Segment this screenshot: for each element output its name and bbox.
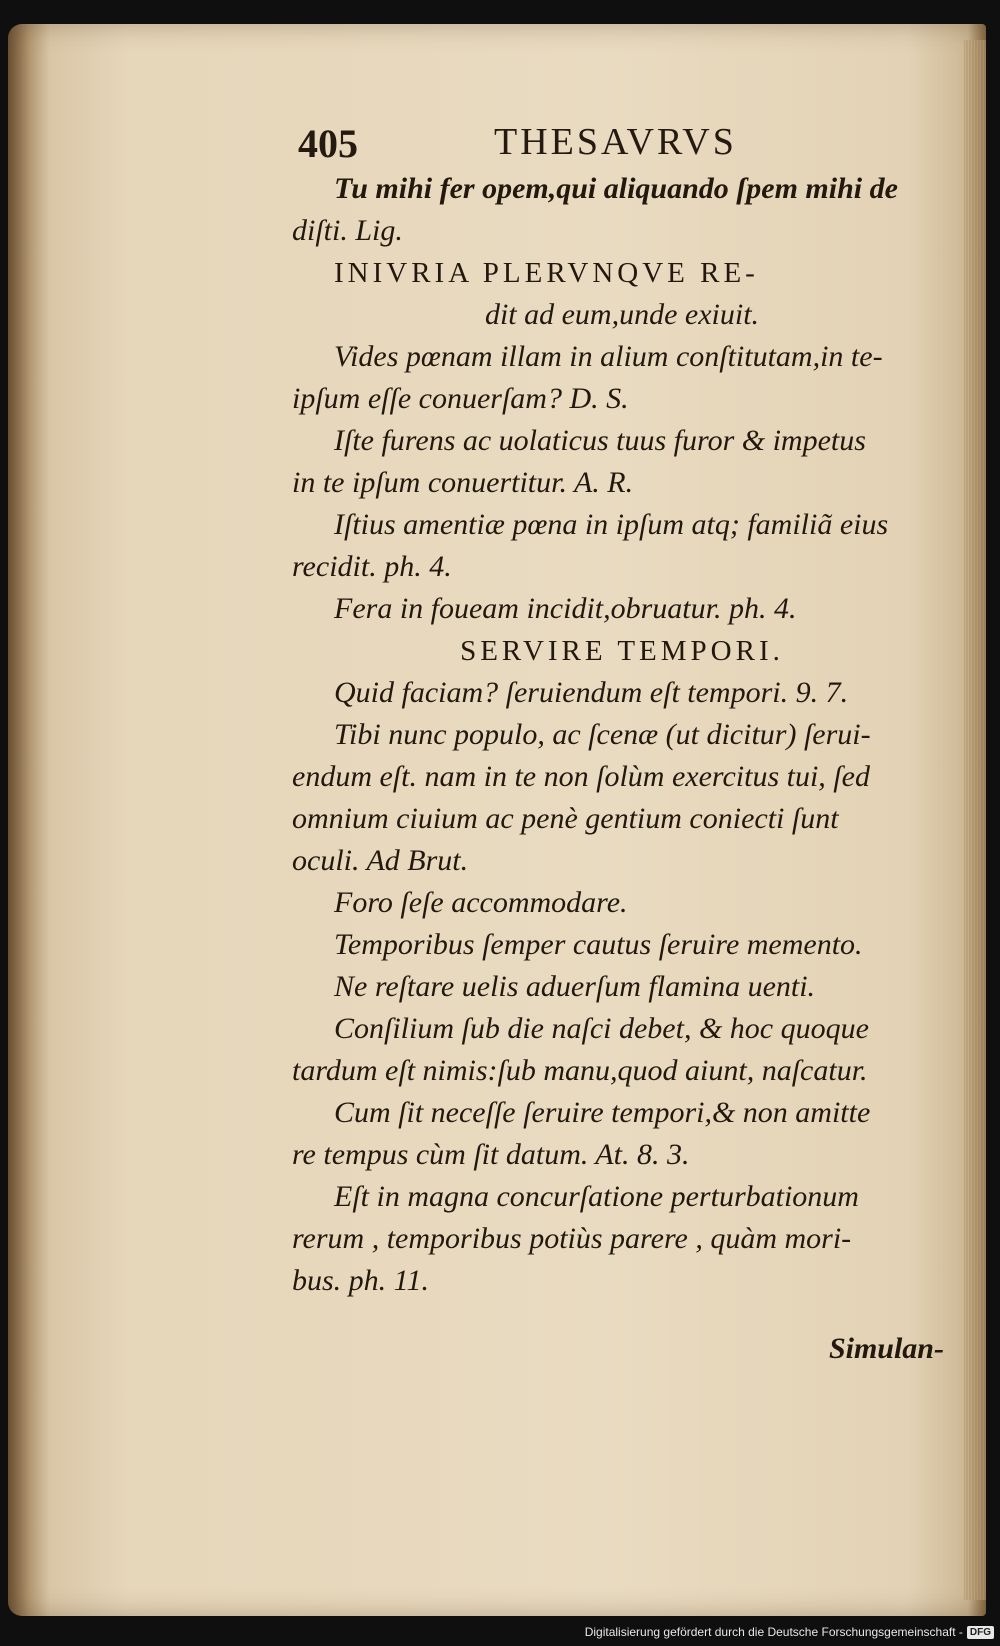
text-line: rerum , temporibus potiùs parere , quàm mori- <box>292 1222 852 1255</box>
section-heading: INIVRIA PLERVNQVE RE- <box>334 257 759 289</box>
section-heading-continued: dit ad eum,unde exiuit. <box>484 298 760 331</box>
text-line: Tibi nunc populo, ac ſcenæ (ut dicitur) ſerui- <box>334 718 871 751</box>
text-block <box>292 168 952 1370</box>
text-line: re tempus cùm ſit datum. At. 8. 3. <box>292 1138 690 1171</box>
digitization-credit <box>585 1622 994 1642</box>
page-fore-edge <box>964 40 986 1600</box>
text-line: Tu mihi fer opem,qui aliquando ſpem mihi de <box>334 172 898 205</box>
text-line: Vides pœnam illam in alium conſtitutam,in te- <box>334 340 883 373</box>
text-line: Eſt in magna concurſatione perturbationum <box>334 1180 859 1213</box>
section-heading: SERVIRE TEMPORI. <box>460 635 784 667</box>
text-line: endum eſt. nam in te non ſolùm exercitus tui, ſed <box>292 760 870 793</box>
page-header <box>298 120 798 170</box>
text-line: diſti. Lig. <box>292 214 403 247</box>
text-line: ipſum eſſe conuerſam? D. S. <box>292 382 629 415</box>
credit-text: Digitalisierung gefördert durch die Deutsche Forschungsgemeinschaft - <box>584 1625 963 1639</box>
text-line: recidit. ph. 4. <box>292 550 452 583</box>
text-line: Ne reſtare uelis aduerſum flamina uenti. <box>334 970 816 1003</box>
text-line: tardum eſt nimis:ſub manu,quod aiunt, naſcatur. <box>292 1054 868 1087</box>
text-line: omnium ciuium ac penè gentium coniecti ſunt <box>292 802 839 835</box>
running-head: THESAVRVS <box>494 121 737 163</box>
text-line: Iſte furens ac uolaticus tuus furor & impetus <box>334 424 866 457</box>
text-line: bus. ph. 11. <box>292 1264 429 1297</box>
page-number: 405 <box>298 121 358 166</box>
text-line: Fera in foueam incidit,obruatur. ph. 4. <box>334 592 797 625</box>
text-line: oculi. Ad Brut. <box>292 844 469 877</box>
text-line: Iſtius amentiæ pœna in ipſum atq; familiã eius <box>334 508 889 541</box>
text-line: Quid faciam? ſeruiendum eſt tempori. 9. 7. <box>334 676 849 709</box>
text-line: Conſilium ſub die naſci debet, & hoc quoque <box>334 1012 869 1045</box>
dfg-logo: DFG <box>967 1626 994 1639</box>
text-line: in te ipſum conuertitur. A. R. <box>292 466 634 499</box>
text-line: Cum ſit neceſſe ſeruire tempori,& non amitte <box>334 1096 871 1129</box>
text-line: Temporibus ſemper cautus ſeruire memento. <box>334 928 863 961</box>
catchword: Simulan- <box>828 1332 944 1365</box>
text-line: Foro ſeſe accommodare. <box>334 886 628 919</box>
